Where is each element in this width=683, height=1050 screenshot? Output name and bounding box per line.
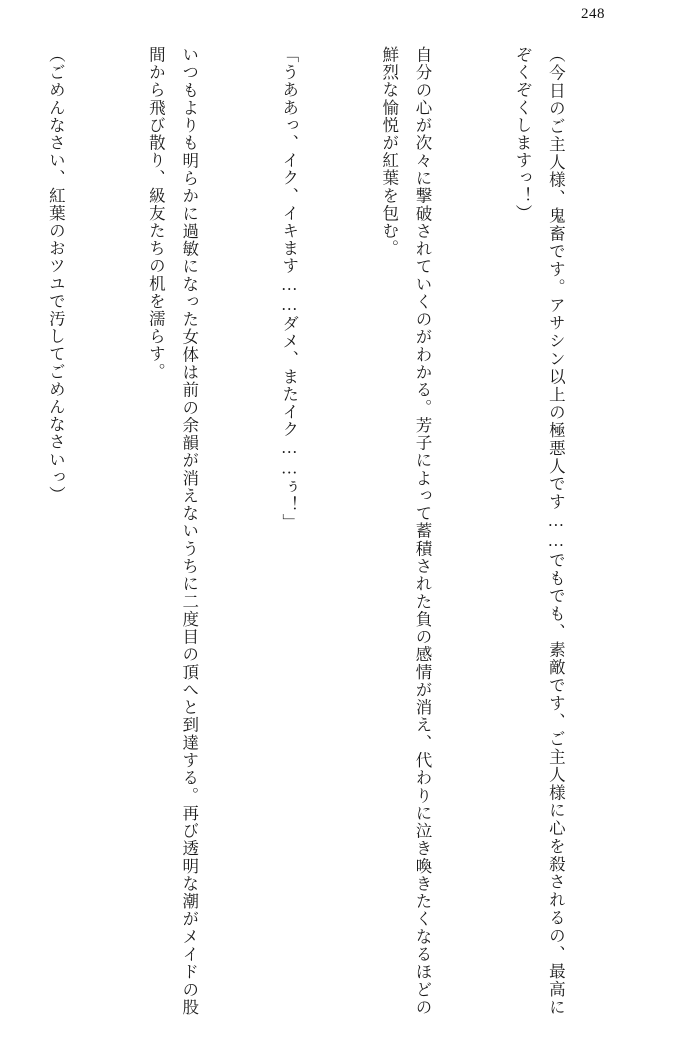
paragraph: （今日のご主人様、鬼畜です。アサシン以上の極悪人です……でもでも、素敵です、ご主人様に心を殺されるの、最高にぞくぞくしますっ！） xyxy=(513,46,566,1016)
paragraph: 自分の心が次々に撃破されていくのがわかる。芳子によって蓄積された負の感情が消え、代わりに泣き喚きたくなるほどの鮮烈な愉悦が紅葉を包む。 xyxy=(379,46,433,1016)
page-number: 248 xyxy=(581,6,605,22)
paragraph: 「うああっ、イク、イキます……ダメ、またイク……ぅ！」 xyxy=(279,46,299,532)
page-text-body xyxy=(28,46,639,1016)
paragraph: いつもよりも明らかに過敏になった女体は前の余韻が消えないうちに二度目の頂へと到達する。再び透明な潮がメイドの股間から飛び散り、級友たちの机を濡らす。 xyxy=(146,46,199,1016)
paragraph: （ごめんなさい、紅葉のおツユで汚してごめんなさいっ） xyxy=(46,46,66,504)
